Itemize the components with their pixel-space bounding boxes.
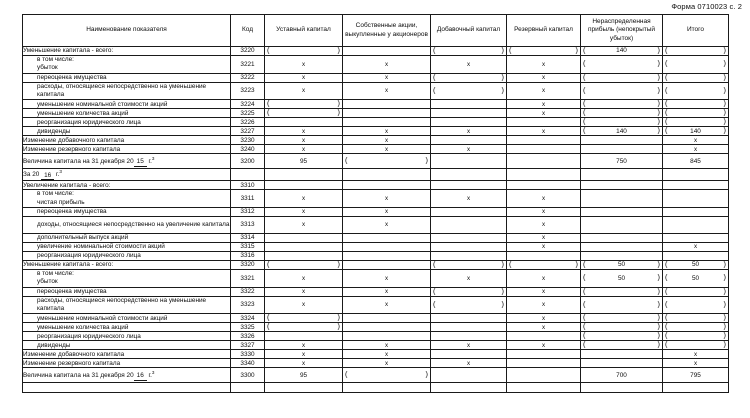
cell-reserve-capital [507,260,581,269]
cell-retained-earnings: ( 50 ) [581,260,663,269]
row-label: в том числе: убыток [23,56,231,74]
table-row [23,56,729,74]
cell-additional-capital [431,296,507,314]
row-label: реорганизация юридического лица [23,332,231,341]
cell-charter-capital [265,47,343,56]
table-row [23,323,729,332]
row-label: реорганизация юридического лица [23,251,231,260]
row-label: переоценка имущества [23,207,231,216]
cell-charter-capital: х [265,82,343,100]
cell-reserve-capital: х [507,323,581,332]
cell-treasury-shares [343,169,431,181]
cell-reserve-capital [507,359,581,368]
cell-total [663,383,729,393]
cell-reserve-capital [507,251,581,260]
row-code: 3222 [231,73,265,82]
table-row [23,145,729,154]
cell-reserve-capital [507,169,581,181]
table-row [23,341,729,350]
cell-reserve-capital: х [507,233,581,242]
cell-additional-capital [431,368,507,383]
row-label: уменьшение количества акций [23,323,231,332]
column-header-additional-capital: Добавочный капитал [431,15,507,47]
cell-charter-capital: х [265,56,343,74]
cell-treasury-shares [343,109,431,118]
cell-charter-capital [265,169,343,181]
cell-retained-earnings [581,296,663,314]
cell-treasury-shares [343,181,431,190]
row-code: 3310 [231,181,265,190]
table-row [23,127,729,136]
cell-reserve-capital [507,181,581,190]
cell-charter-capital [265,260,343,269]
row-code: 3323 [231,296,265,314]
cell-charter-capital [265,314,343,323]
cell-charter-capital: х [265,136,343,145]
cell-reserve-capital: х [507,190,581,208]
cell-treasury-shares [343,368,431,383]
column-header-code: Код [231,15,265,47]
table-footer-row [23,383,729,393]
table-row [23,233,729,242]
row-code: 3226 [231,118,265,127]
cell-total [663,332,729,341]
cell-additional-capital [431,154,507,169]
cell-treasury-shares [343,118,431,127]
table-row [23,332,729,341]
cell-charter-capital: х [265,207,343,216]
cell-treasury-shares [343,260,431,269]
cell-retained-earnings: ( 140 ) [581,127,663,136]
cell-total: ( 50 ) [663,260,729,269]
cell-treasury-shares: х [343,207,431,216]
cell-total: х [663,242,729,251]
period-label: За 20 16 г.$^3$ [23,169,231,181]
row-label: реорганизация юридического лица [23,118,231,127]
cell-charter-capital: х [265,216,343,233]
cell-charter-capital [265,323,343,332]
cell-treasury-shares: х [343,296,431,314]
table-row [23,100,729,109]
cell-additional-capital: х [431,145,507,154]
row-code: 3225 [231,109,265,118]
row-code: 3330 [231,350,265,359]
cell-retained-earnings [581,118,663,127]
cell-reserve-capital: х [507,296,581,314]
table-row [23,251,729,260]
column-header-treasury-shares: Собственные акции, выкупленные у акционеров [343,15,431,47]
cell-reserve-capital [507,136,581,145]
cell-additional-capital [431,350,507,359]
cell-charter-capital: х [265,127,343,136]
cell-retained-earnings [581,100,663,109]
cell-total [663,251,729,260]
row-code [231,383,265,393]
cell-additional-capital [431,332,507,341]
cell-retained-earnings [581,332,663,341]
cell-treasury-shares [343,251,431,260]
cell-total [663,296,729,314]
cell-total [663,216,729,233]
cell-additional-capital: х [431,127,507,136]
cell-retained-earnings [581,323,663,332]
cell-additional-capital [431,216,507,233]
cell-total [663,169,729,181]
cell-treasury-shares: х [343,82,431,100]
cell-treasury-shares: х [343,127,431,136]
row-code: 3322 [231,287,265,296]
cell-retained-earnings [581,207,663,216]
statement-of-changes-in-equity-sheet [22,14,728,393]
cell-total [663,323,729,332]
row-label: Уменьшение капитала - всего: [23,47,231,56]
cell-retained-earnings [581,169,663,181]
cell-treasury-shares: х [343,145,431,154]
row-label: дивиденды [23,341,231,350]
row-label: Изменение добавочного капитала [23,350,231,359]
cell-retained-earnings [581,190,663,208]
cell-treasury-shares: х [343,350,431,359]
row-code: 3313 [231,216,265,233]
cell-total: ( 50 ) [663,269,729,287]
cell-retained-earnings [581,136,663,145]
cell-additional-capital [431,287,507,296]
cell-retained-earnings [581,181,663,190]
cell-reserve-capital: х [507,109,581,118]
table-row [23,47,729,56]
row-code: 3314 [231,233,265,242]
cell-additional-capital: х [431,269,507,287]
cell-charter-capital: х [265,359,343,368]
cell-charter-capital [265,332,343,341]
cell-charter-capital [265,118,343,127]
cell-total [663,181,729,190]
row-code: 3220 [231,47,265,56]
cell-charter-capital: х [265,145,343,154]
cell-charter-capital: х [265,73,343,82]
table-row [23,207,729,216]
cell-treasury-shares [343,233,431,242]
cell-treasury-shares [343,332,431,341]
cell-total [663,82,729,100]
cell-treasury-shares [343,314,431,323]
row-code: 3324 [231,314,265,323]
cell-charter-capital: х [265,287,343,296]
cell-additional-capital: х [431,359,507,368]
cell-retained-earnings [581,242,663,251]
column-header-reserve-capital: Резервный капитал [507,15,581,47]
cell-treasury-shares: х [343,56,431,74]
cell-charter-capital: 95 [265,154,343,169]
cell-retained-earnings [581,359,663,368]
cell-treasury-shares: х [343,73,431,82]
cell-additional-capital [431,118,507,127]
cell-total [663,47,729,56]
row-code: 3325 [231,323,265,332]
cell-total [663,109,729,118]
cell-treasury-shares: х [343,136,431,145]
row-code: 3316 [231,251,265,260]
cell-reserve-capital [507,118,581,127]
cell-reserve-capital [507,47,581,56]
column-header-indicator-name: Наименование показателя [23,15,231,47]
row-code: 3315 [231,242,265,251]
table-row [23,350,729,359]
row-label: Увеличение капитала - всего: [23,181,231,190]
row-label: Величина капитала на 31 декабря 20 15 г.$^3$ [23,154,231,169]
cell-additional-capital [431,233,507,242]
cell-total [663,207,729,216]
column-header-retained-earnings: Нераспределенная прибыль (непокрытый убыток) [581,15,663,47]
row-code: 3224 [231,100,265,109]
cell-charter-capital [265,242,343,251]
row-label: Изменение добавочного капитала [23,136,231,145]
row-label: переоценка имущества [23,287,231,296]
cell-retained-earnings: ( 50 ) [581,269,663,287]
period-heading-row [23,169,729,181]
cell-reserve-capital: х [507,216,581,233]
row-label: расходы, относящиеся непосредственно на уменьшение капитала [23,296,231,314]
row-code: 3340 [231,359,265,368]
cell-charter-capital [265,109,343,118]
row-code: 3230 [231,136,265,145]
table-row [23,269,729,287]
table-row [23,181,729,190]
cell-total [663,118,729,127]
cell-reserve-capital: х [507,127,581,136]
cell-reserve-capital: х [507,82,581,100]
cell-charter-capital [265,100,343,109]
table-row [23,368,729,383]
cell-total: 795 [663,368,729,383]
cell-total: 845 [663,154,729,169]
cell-retained-earnings [581,56,663,74]
row-code: 3227 [231,127,265,136]
cell-reserve-capital [507,145,581,154]
form-number-header: Форма 0710023 с. 2 [671,2,742,11]
row-code: 3320 [231,260,265,269]
cell-retained-earnings: 700 [581,368,663,383]
cell-additional-capital [431,260,507,269]
table-body [23,47,729,393]
cell-total [663,314,729,323]
cell-total [663,190,729,208]
cell-retained-earnings [581,314,663,323]
row-label: Величина капитала на 31 декабря 20 16 г.$^3$ [23,368,231,383]
row-label: в том числе: убыток [23,269,231,287]
cell-charter-capital: 95 [265,368,343,383]
table-row [23,260,729,269]
table-row [23,82,729,100]
row-code: 3327 [231,341,265,350]
cell-additional-capital [431,323,507,332]
cell-charter-capital [265,181,343,190]
cell-treasury-shares: х [343,341,431,350]
cell-additional-capital [431,73,507,82]
cell-reserve-capital: х [507,100,581,109]
cell-charter-capital: х [265,190,343,208]
cell-treasury-shares: х [343,216,431,233]
cell-additional-capital: х [431,341,507,350]
cell-retained-earnings [581,216,663,233]
cell-reserve-capital [507,350,581,359]
row-code: 3223 [231,82,265,100]
table-row [23,287,729,296]
cell-treasury-shares [343,242,431,251]
cell-charter-capital: х [265,269,343,287]
table-row [23,109,729,118]
table-row [23,242,729,251]
table-header-row [23,15,729,47]
cell-retained-earnings: ( 140 ) [581,47,663,56]
cell-retained-earnings [581,341,663,350]
cell-treasury-shares [343,383,431,393]
cell-reserve-capital [507,332,581,341]
cell-treasury-shares: х [343,190,431,208]
cell-total: х [663,350,729,359]
cell-treasury-shares [343,323,431,332]
cell-additional-capital [431,242,507,251]
row-code: 3221 [231,56,265,74]
row-label: расходы, относящиеся непосредственно на уменьшение капитала [23,82,231,100]
row-code: 3321 [231,269,265,287]
cell-charter-capital: х [265,350,343,359]
cell-treasury-shares: х [343,287,431,296]
table-row [23,73,729,82]
row-label: Изменение резервного капитала [23,359,231,368]
row-label: увеличение номинальной стоимости акций [23,242,231,251]
cell-reserve-capital: х [507,269,581,287]
cell-total [663,73,729,82]
row-label: Изменение резервного капитала [23,145,231,154]
cell-treasury-shares [343,100,431,109]
cell-total [663,341,729,350]
equity-changes-table [22,14,729,393]
cell-additional-capital: х [431,56,507,74]
row-code: 3240 [231,145,265,154]
cell-treasury-shares [343,154,431,169]
table-row [23,314,729,323]
cell-treasury-shares [343,47,431,56]
cell-total [663,233,729,242]
cell-charter-capital: х [265,296,343,314]
cell-additional-capital [431,181,507,190]
cell-total [663,287,729,296]
row-code: 3300 [231,368,265,383]
row-label: уменьшение номинальной стоимости акций [23,314,231,323]
cell-reserve-capital: х [507,207,581,216]
cell-retained-earnings [581,233,663,242]
cell-additional-capital [431,314,507,323]
cell-charter-capital [265,233,343,242]
cell-additional-capital [431,251,507,260]
row-label: в том числе: чистая прибыль [23,190,231,208]
cell-additional-capital [431,47,507,56]
row-label: переоценка имущества [23,73,231,82]
cell-reserve-capital: х [507,341,581,350]
cell-charter-capital: х [265,341,343,350]
row-code: 3326 [231,332,265,341]
column-header-charter-capital: Уставный капитал [265,15,343,47]
cell-retained-earnings [581,350,663,359]
cell-total: х [663,359,729,368]
cell-reserve-capital: х [507,242,581,251]
cell-total [663,100,729,109]
cell-additional-capital [431,383,507,393]
cell-treasury-shares: х [343,359,431,368]
table-row [23,216,729,233]
row-code: 3311 [231,190,265,208]
row-label [23,383,231,393]
table-header [23,15,729,47]
cell-additional-capital [431,169,507,181]
cell-total: х [663,145,729,154]
table-row [23,154,729,169]
row-code: 3312 [231,207,265,216]
row-label: доходы, относящиеся непосредственно на увеличение капитала [23,216,231,233]
cell-retained-earnings [581,109,663,118]
cell-total: х [663,136,729,145]
cell-retained-earnings [581,251,663,260]
row-label: дополнительный выпуск акций [23,233,231,242]
cell-reserve-capital [507,383,581,393]
cell-reserve-capital: х [507,56,581,74]
cell-retained-earnings: 750 [581,154,663,169]
table-row [23,136,729,145]
cell-retained-earnings [581,82,663,100]
cell-additional-capital [431,100,507,109]
row-code [231,169,265,181]
table-row [23,359,729,368]
cell-retained-earnings [581,73,663,82]
row-label: уменьшение количества акций [23,109,231,118]
cell-retained-earnings [581,287,663,296]
cell-reserve-capital [507,368,581,383]
cell-reserve-capital: х [507,73,581,82]
cell-additional-capital: х [431,190,507,208]
cell-retained-earnings [581,383,663,393]
column-header-total: Итого [663,15,729,47]
row-label: Уменьшение капитала - всего: [23,260,231,269]
cell-total: ( 140 ) [663,127,729,136]
cell-retained-earnings [581,145,663,154]
cell-reserve-capital: х [507,314,581,323]
cell-additional-capital [431,109,507,118]
table-row [23,118,729,127]
row-code: 3200 [231,154,265,169]
cell-additional-capital [431,136,507,145]
cell-charter-capital [265,383,343,393]
cell-reserve-capital: х [507,287,581,296]
cell-reserve-capital [507,154,581,169]
row-label: дивиденды [23,127,231,136]
cell-additional-capital [431,82,507,100]
table-row [23,190,729,208]
cell-additional-capital [431,207,507,216]
row-label: уменьшение номинальной стоимости акций [23,100,231,109]
cell-charter-capital [265,251,343,260]
cell-total [663,56,729,74]
cell-treasury-shares: х [343,269,431,287]
table-row [23,296,729,314]
